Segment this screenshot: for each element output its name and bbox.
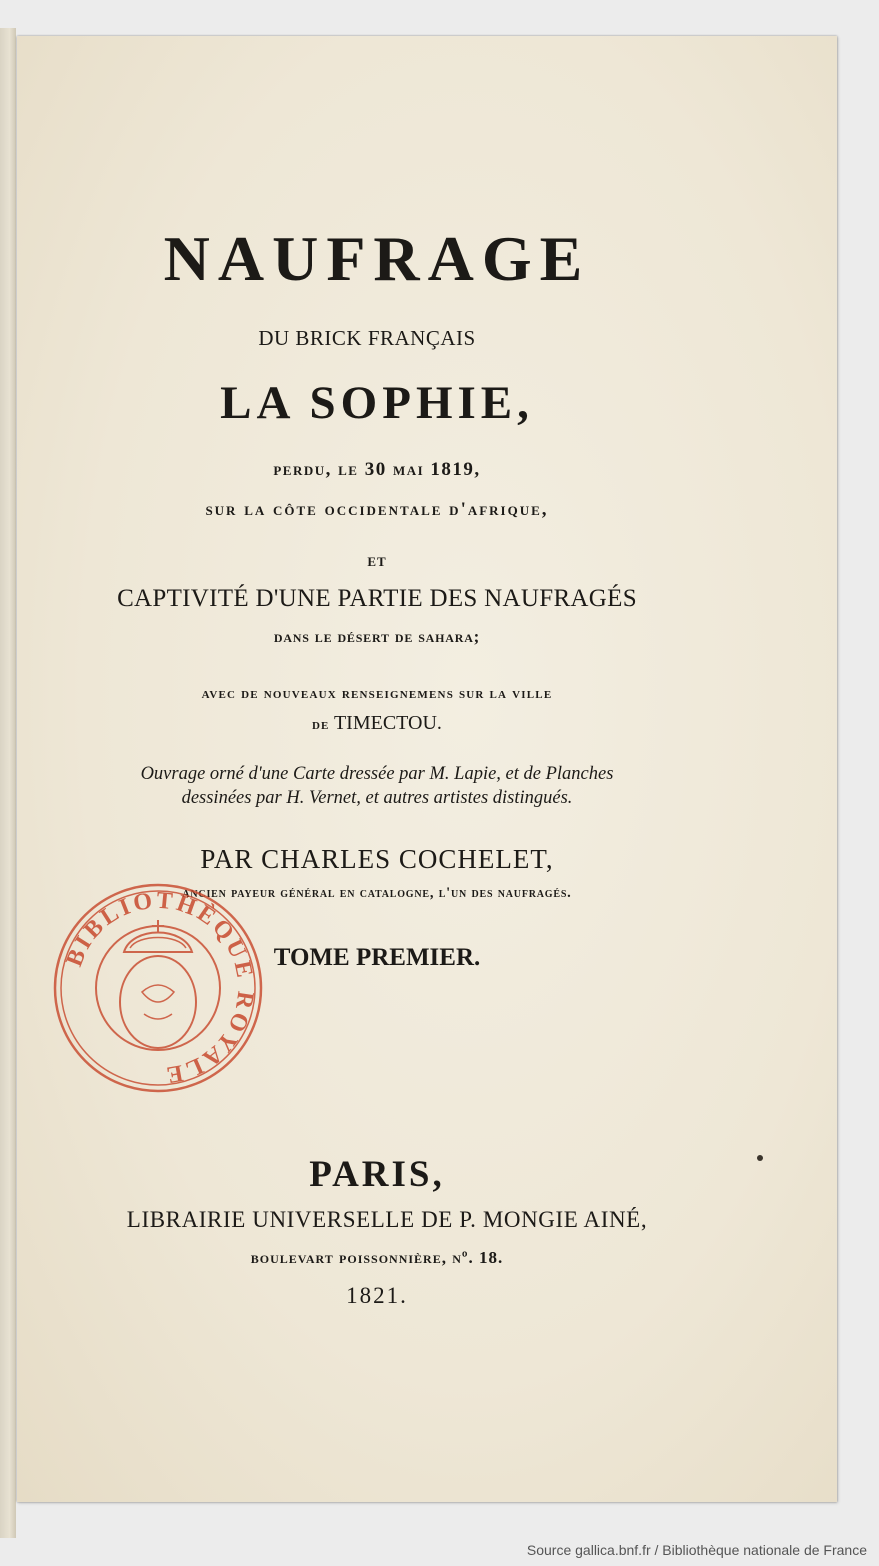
captivity-line: CAPTIVITÉ D'UNE PARTIE DES NAUFRAGÉS (117, 585, 637, 612)
publication-year: 1821. (346, 1283, 408, 1308)
publisher-line: LIBRAIRIE UNIVERSELLE DE P. MONGIE AINÉ, (126, 1207, 648, 1232)
illustrators-line: dessinées par H. Vernet, et autres artistes distingués. (181, 788, 573, 808)
timectou-line (267, 712, 487, 735)
author-role-line: ancien payeur général en catalogne, l'un des naufragés. (182, 885, 572, 901)
desert-line: dans le désert de sahara; (273, 627, 481, 646)
book-page (17, 36, 837, 1502)
new-information-line: avec de nouveaux renseignemens sur la ville (201, 686, 553, 702)
volume-label: TOME PREMIER. (273, 944, 481, 971)
coast-line: sur la côte occidentale d'afrique, (205, 499, 549, 520)
main-title: NAUFRAGE (163, 223, 591, 294)
work-description-line: Ouvrage orné d'une Carte dressée par M. Lapie, et de Planches (140, 764, 614, 784)
source-credit: Source gallica.bnf.fr / Bibliothèque nationale de France (526, 1542, 867, 1558)
subtitle-brick: DU BRICK FRANÇAIS (258, 326, 476, 350)
timectou-prefix: de (312, 717, 330, 733)
stamp-text: BIBLIOTHÈQUE ROYALE (61, 887, 259, 1089)
previous-page-edge (0, 28, 16, 1538)
timectou-name: TIMECTOU. (333, 712, 442, 734)
conjunction: ET (367, 554, 387, 569)
ship-name: LA SOPHIE, (220, 377, 534, 429)
library-stamp (52, 882, 264, 1094)
loss-date-line: perdu, le 30 mai 1819, (273, 459, 481, 480)
publisher-address: boulevart poissonnière, nº. 18. (250, 1248, 504, 1267)
ink-spot (757, 1155, 763, 1161)
publication-city: PARIS, (309, 1154, 445, 1195)
author-line: PAR CHARLES COCHELET, (200, 844, 554, 874)
